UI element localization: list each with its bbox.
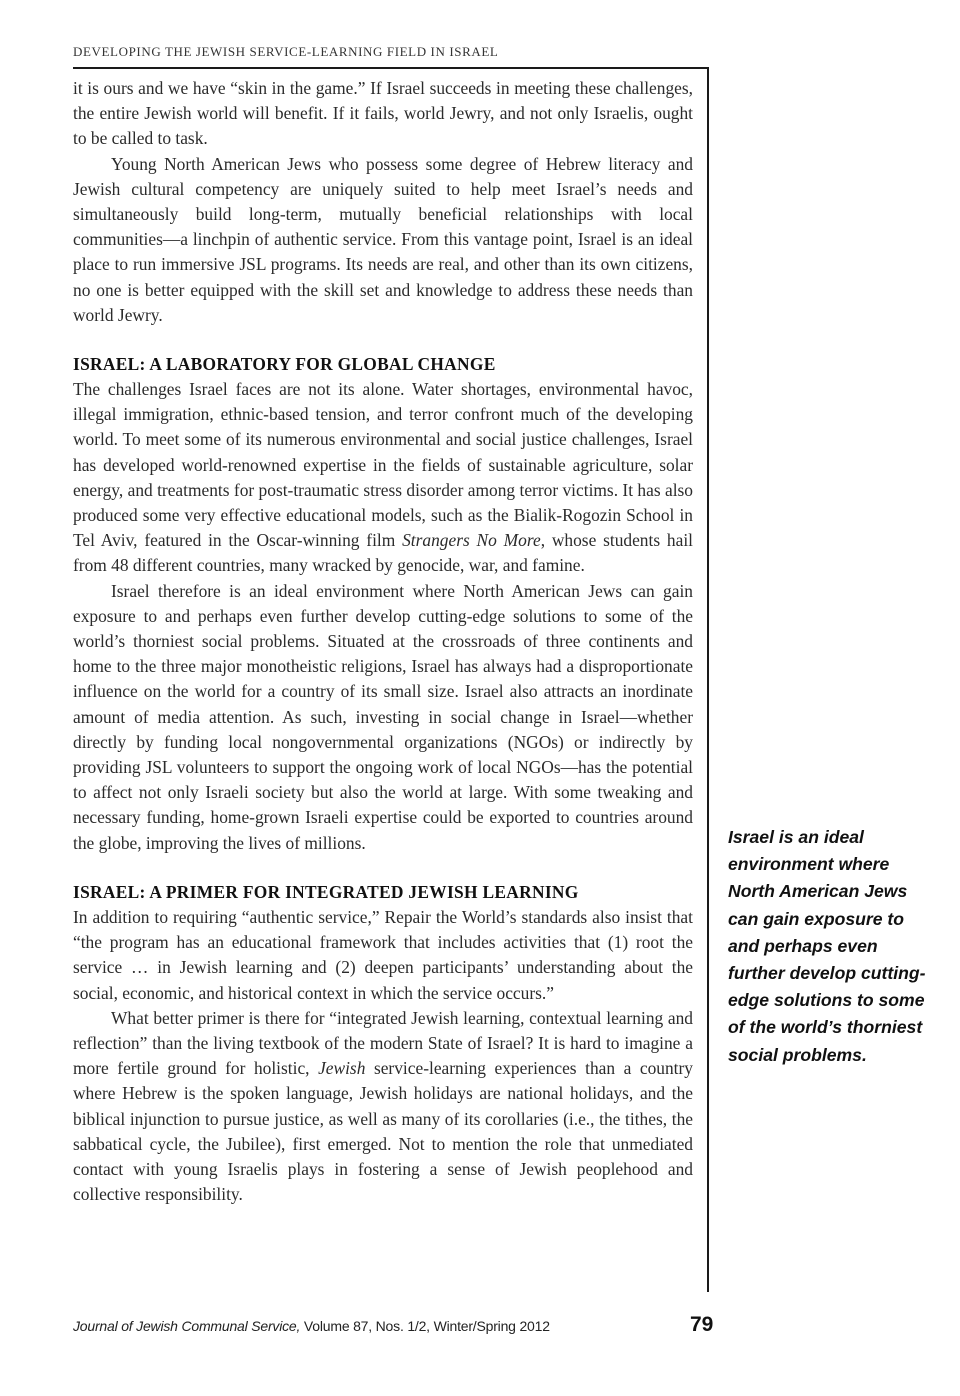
- running-head: DEVELOPING THE JEWISH SERVICE-LEARNING FIELD IN ISRAEL: [73, 44, 499, 59]
- pull-quote: Israel is an ideal environment where North American Jews can gain exposure to and perhaps even further develop cutting-edge solutions to some of the world’s thorniest social problems.: [728, 827, 926, 1065]
- section2-p2-text-a: What better primer is there for “integrated Jewish learning, contextual learning and reflection” than the living textbook of the modern State of Israel? It is hard to imagine a more fertile ground for holistic,: [73, 1007, 693, 1079]
- section2-paragraph-2: [73, 1006, 693, 1208]
- journal-name: Journal of Jewish Communal Service,: [73, 1318, 301, 1334]
- section-heading-primer: ISRAEL: A PRIMER FOR INTEGRATED JEWISH LEARNING: [73, 881, 579, 902]
- issue-info: Volume 87, Nos. 1/2, Winter/Spring 2012: [300, 1318, 550, 1334]
- page-number: 79: [690, 1313, 714, 1336]
- column-rule: [707, 67, 709, 1292]
- film-title: Strangers No More: [402, 530, 541, 551]
- intro-paragraph-1: it is ours and we have “skin in the game.” If Israel succeeds in meeting these challenges, the entire Jewish world will benefit. If it fails, world Jewry, and not only Israelis, ought to be called to task.: [73, 78, 693, 149]
- main-column: [73, 76, 693, 1207]
- section1-paragraph-2: Israel therefore is an ideal environment where North American Jews can gain exposure to and perhaps even further develop cutting-edge solutions to some of the world’s thorniest social problems. Situated at the crossroads of three continents and home to the three major monotheistic religions, Israel has always had a disproportionate influence on the world for a country of its small size. Israel also attracts an inordinate amount of media attention. As such, investing in social change in Israel—whether directly by funding local nongovernmental organizations (NGOs) or indirectly by providing JSL volunteers to support the ongoing work of local NGOs—has the potential to affect not only Israeli society but also the world at large. With some tweaking and necessary funding, home-grown Israeli expertise could be exported to countries around the globe, improving the lives of millions.: [73, 580, 693, 853]
- section1-p1-text-b: , whose students hail from 48 different countries, many wracked by genocide, war, and famine.: [73, 530, 693, 576]
- section2-paragraph-1: In addition to requiring “authentic service,” Repair the World’s standards also insist that “the program has an educational framework that includes activities that (1) root the service … in Jewish learning and (2) deepen participants’ understanding about the social, economic, and historical context in which the service occurs.”: [73, 906, 693, 1003]
- section2-p2-text-b: service-learning experiences than a country where Hebrew is the spoken language, Jewish holidays are national holidays, and the biblical injunction to pursue justice, as well as many of its corollaries (i.e., the tithes, the sabbatical cycle, the Jubilee), first emerged. Not to mention the role that unmediated contact with young Israelis plays in fostering a sense of Jewish peoplehood and collective responsibility.: [73, 1058, 693, 1205]
- footer-citation: [73, 1318, 550, 1334]
- intro-paragraph-2: Young North American Jews who possess some degree of Hebrew literacy and Jewish cultural competency are uniquely suited to help meet Israel’s needs and simultaneously build long-term, mutually beneficial relationships with local communities—a linchpin of authentic service. From this vantage point, Israel is an ideal place to run immersive JSL programs. Its needs are real, and other than its own citizens, no one is better equipped with the skill set and knowledge to address these needs than world Jewry.: [73, 153, 693, 325]
- header-rule: [73, 67, 709, 69]
- emphasis-jewish: Jewish: [318, 1058, 366, 1079]
- section1-paragraph-1: [73, 377, 693, 579]
- section1-p1-text-a: The challenges Israel faces are not its alone. Water shortages, environmental havoc, illegal immigration, ethnic-based tension, and terror confront much of the developing world. To meet some of its numerous environmental and social justice challenges, Israel has developed world-renowned expertise in the fields of sustainable agriculture, solar energy, and treatments for post-traumatic stress disorder among terror victims. It has also produced some very effective educational models, such as the Bialik-Rogozin School in Tel Aviv, featured in the Oscar-winning film: [73, 379, 693, 551]
- section-heading-laboratory: ISRAEL: A LABORATORY FOR GLOBAL CHANGE: [73, 354, 496, 375]
